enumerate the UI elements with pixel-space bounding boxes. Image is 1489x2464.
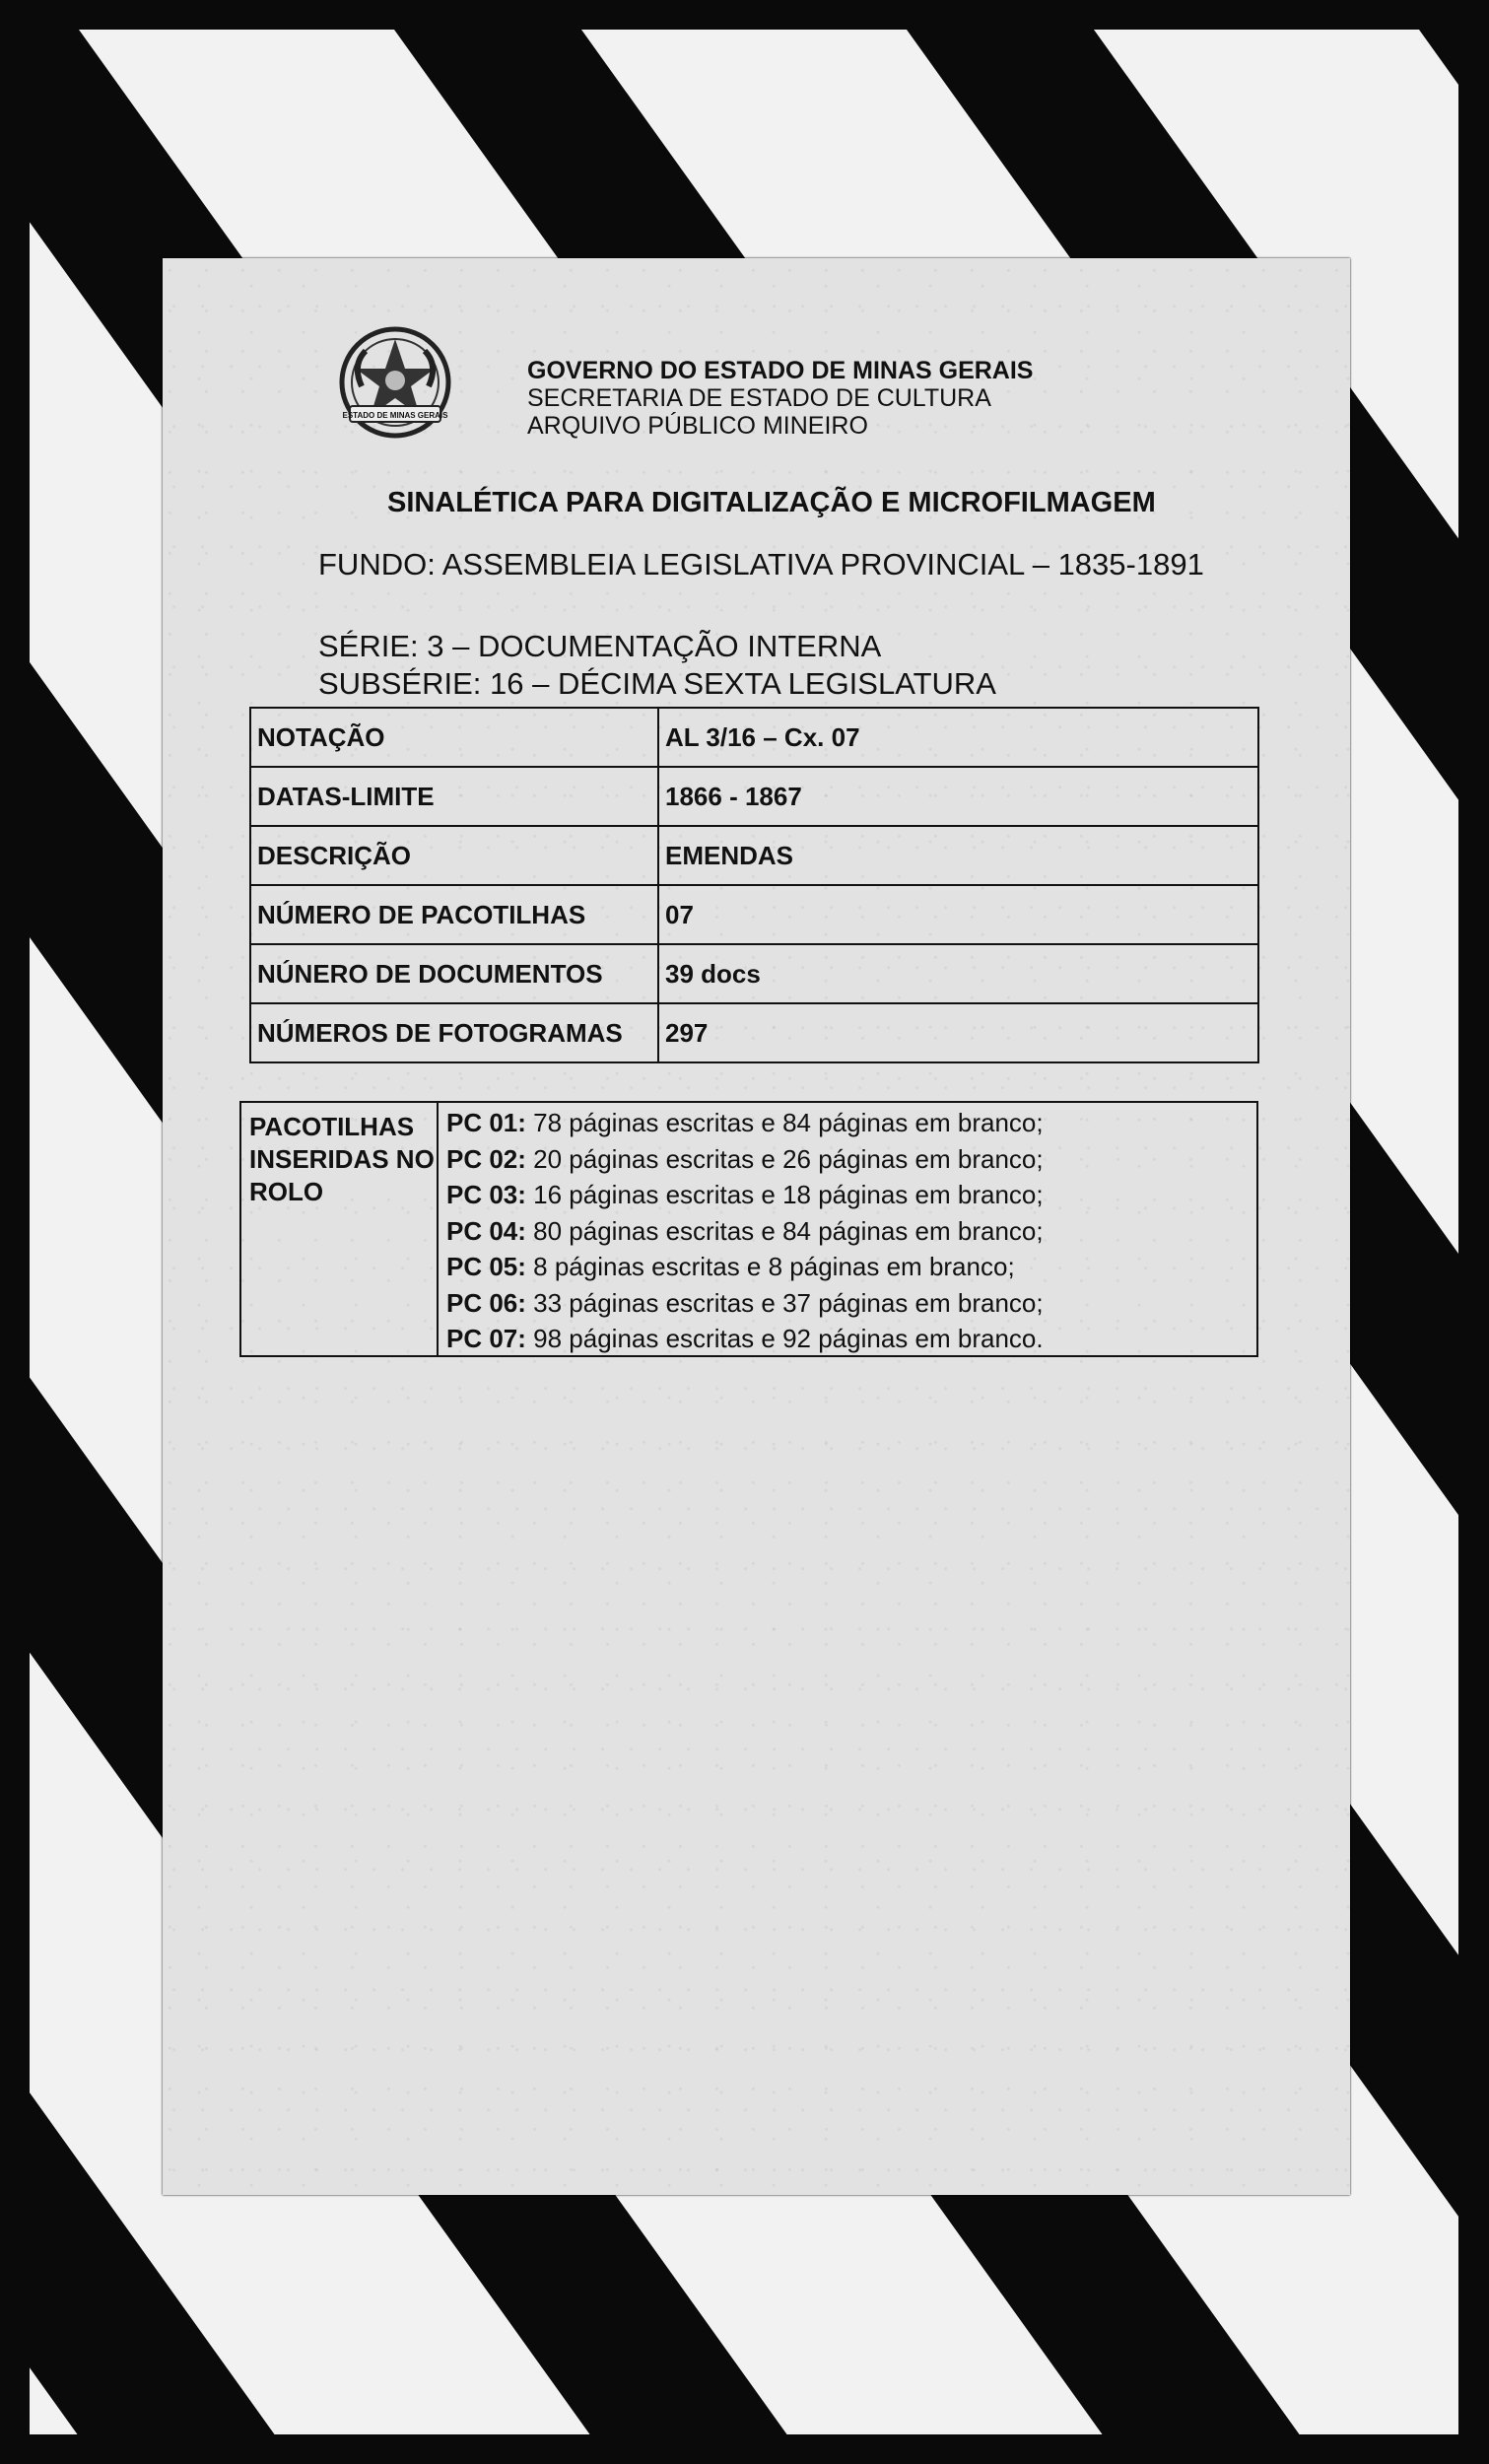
row-value: AL 3/16 – Cx. 07: [658, 708, 1258, 767]
pc-text: 16 páginas escritas e 18 páginas em branco;: [525, 1180, 1044, 1209]
list-item: [446, 1321, 1249, 1357]
pc-text: 8 páginas escritas e 8 páginas em branco;: [525, 1252, 1015, 1281]
pc-text: 98 páginas escritas e 92 páginas em branco.: [525, 1324, 1044, 1353]
series-block: [318, 628, 996, 703]
table-row: [250, 944, 1258, 1003]
pc-code: PC 06:: [446, 1287, 526, 1318]
table-row: [250, 885, 1258, 944]
list-item: [446, 1249, 1249, 1285]
signage-sheet: [163, 258, 1350, 2195]
subserie-line: SUBSÉRIE: 16 – DÉCIMA SEXTA LEGISLATURA: [318, 666, 996, 701]
pc-text: 33 páginas escritas e 37 páginas em branco;: [525, 1287, 1044, 1318]
list-item: [446, 1141, 1249, 1178]
pc-text: 20 páginas escritas e 26 páginas em branco;: [525, 1143, 1044, 1174]
fundo-line: FUNDO: ASSEMBLEIA LEGISLATIVA PROVINCIAL – 1835-1891: [318, 547, 1204, 582]
pacotilhas-label-line: ROLO: [249, 1177, 324, 1206]
institution-header: [527, 357, 1033, 440]
svg-text:ESTADO DE MINAS GERAIS: ESTADO DE MINAS GERAIS: [342, 411, 448, 420]
pc-code: PC 03:: [446, 1180, 526, 1209]
pacotilhas-list: [439, 1103, 1256, 1355]
pacotilhas-table: [239, 1101, 1258, 1357]
serie-line: SÉRIE: 3 – DOCUMENTAÇÃO INTERNA: [318, 629, 882, 663]
pc-code: PC 04:: [446, 1215, 526, 1246]
table-row: [250, 767, 1258, 826]
info-table: [249, 707, 1259, 1063]
pc-text: 80 páginas escritas e 84 páginas em branco;: [525, 1215, 1044, 1246]
row-label: DATAS-LIMITE: [250, 767, 658, 826]
pc-code: PC 05:: [446, 1252, 526, 1281]
header-government: GOVERNO DO ESTADO DE MINAS GERAIS: [527, 357, 1034, 384]
list-item: [446, 1105, 1249, 1141]
table-row: [250, 826, 1258, 885]
header-archive: ARQUIVO PÚBLICO MINEIRO: [527, 412, 868, 440]
pc-code: PC 01:: [446, 1108, 526, 1137]
document-title: SINALÉTICA PARA DIGITALIZAÇÃO E MICROFILMAGEM: [387, 487, 1156, 518]
list-item: [446, 1285, 1249, 1322]
pacotilhas-label-line: PACOTILHAS: [249, 1112, 415, 1141]
pc-text: 78 páginas escritas e 84 páginas em branco;: [525, 1108, 1044, 1137]
row-value: 07: [658, 885, 1258, 944]
pc-code: PC 07:: [446, 1324, 526, 1353]
row-value: 297: [658, 1003, 1258, 1062]
header-secretariat: SECRETARIA DE ESTADO DE CULTURA: [527, 384, 991, 412]
pc-code: PC 02:: [446, 1143, 526, 1174]
table-row: [250, 1003, 1258, 1062]
row-label: NOTAÇÃO: [250, 708, 658, 767]
pacotilhas-label: [241, 1103, 439, 1355]
row-value: EMENDAS: [658, 826, 1258, 885]
row-label: NÚMERO DE PACOTILHAS: [250, 885, 658, 944]
row-label: DESCRIÇÃO: [250, 826, 658, 885]
list-item: [446, 1213, 1249, 1250]
minas-gerais-seal-icon: [332, 325, 458, 444]
pacotilhas-label-line: INSERIDAS NO: [249, 1144, 435, 1174]
list-item: [446, 1177, 1249, 1213]
row-value: 39 docs: [658, 944, 1258, 1003]
row-label: NÚNERO DE DOCUMENTOS: [250, 944, 658, 1003]
row-value: 1866 - 1867: [658, 767, 1258, 826]
row-label: NÚMEROS DE FOTOGRAMAS: [250, 1003, 658, 1062]
table-row: [250, 708, 1258, 767]
